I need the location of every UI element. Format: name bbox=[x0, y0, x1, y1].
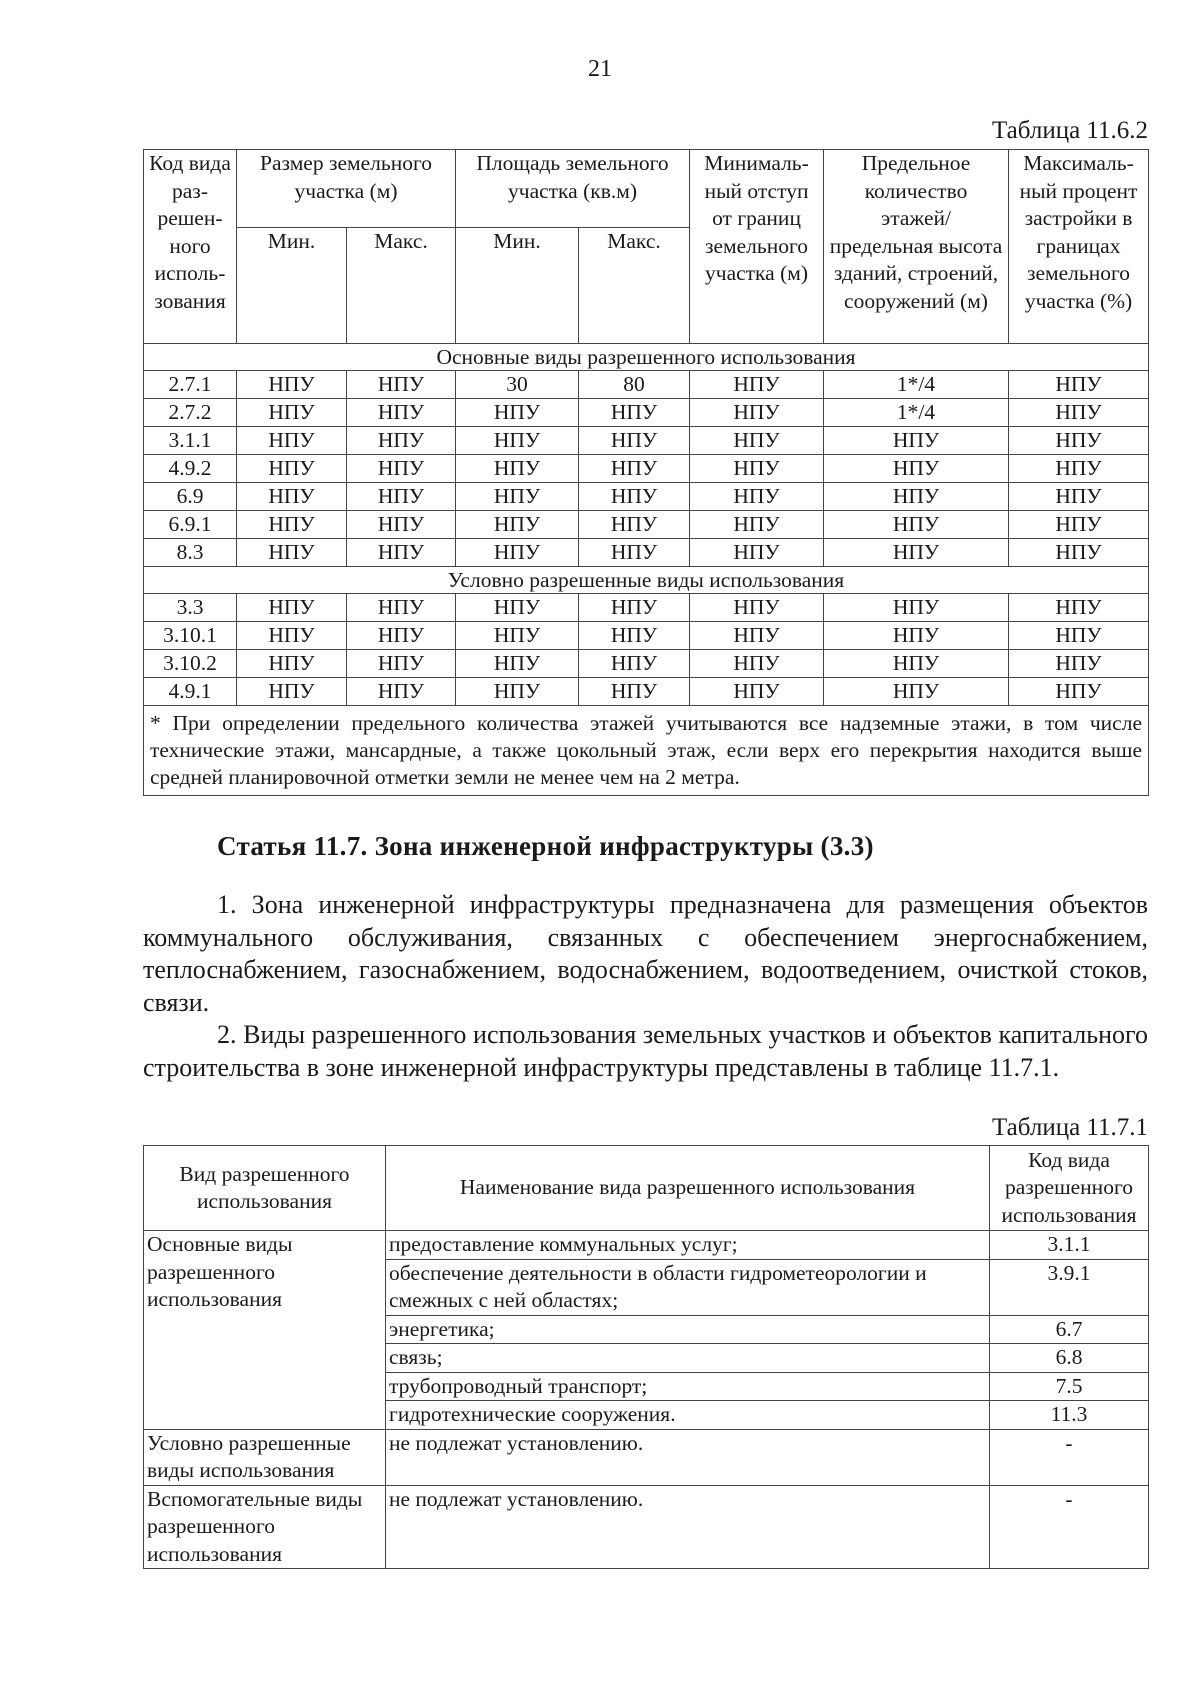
table-row bbox=[144, 511, 1149, 539]
section-conditional-title: Условно разрешенные виды использования bbox=[144, 567, 1149, 594]
value-cell: НПУ bbox=[347, 483, 456, 511]
use-code: 11.3 bbox=[990, 1401, 1149, 1430]
table-row bbox=[144, 594, 1149, 622]
use-code-cell: 3.10.1 bbox=[144, 622, 237, 650]
value-cell: НПУ bbox=[347, 427, 456, 455]
value-cell: НПУ bbox=[824, 427, 1009, 455]
table-row bbox=[144, 455, 1149, 483]
table-row bbox=[144, 371, 1149, 399]
value-cell: НПУ bbox=[1009, 539, 1149, 567]
value-cell: НПУ bbox=[824, 594, 1009, 622]
use-name: связь; bbox=[386, 1344, 990, 1373]
header-type: Вид разрешенного использования bbox=[144, 1146, 386, 1231]
table-row bbox=[144, 427, 1149, 455]
use-name: не подлежат установлению. bbox=[386, 1485, 990, 1569]
header-area-max: Макс. bbox=[579, 228, 690, 344]
use-code: 6.7 bbox=[990, 1315, 1149, 1344]
table-row bbox=[144, 622, 1149, 650]
value-cell: НПУ bbox=[347, 594, 456, 622]
value-cell: НПУ bbox=[1009, 399, 1149, 427]
value-cell: НПУ bbox=[237, 483, 347, 511]
value-cell: НПУ bbox=[690, 483, 824, 511]
use-name: трубопроводный транспорт; bbox=[386, 1372, 990, 1401]
table-row bbox=[144, 399, 1149, 427]
value-cell: НПУ bbox=[237, 678, 347, 706]
use-code: - bbox=[990, 1429, 1149, 1485]
value-cell: НПУ bbox=[456, 678, 579, 706]
value-cell: НПУ bbox=[1009, 483, 1149, 511]
header-coverage: Максимальный процент застройки в границах земельного участка (%) bbox=[1009, 150, 1149, 344]
value-cell: НПУ bbox=[824, 511, 1009, 539]
table-row bbox=[144, 678, 1149, 706]
value-cell: НПУ bbox=[347, 511, 456, 539]
value-cell: НПУ bbox=[690, 678, 824, 706]
use-code-cell: 3.1.1 bbox=[144, 427, 237, 455]
use-name: обеспечение деятельности в области гидрометеорологии и смежных с ней областях; bbox=[386, 1259, 990, 1315]
value-cell: НПУ bbox=[456, 399, 579, 427]
paragraph-1: 1. Зона инженерной инфраструктуры предназначена для размещения объектов коммунального обслуживания, связанных с обеспечением энергоснабжением, теплоснабжением, газоснабжением, водоснабжением, водоотведением, очисткой стоков, связи. bbox=[143, 890, 1148, 1017]
header-size: Размер земельного участка (м) bbox=[237, 150, 456, 228]
header-code: Код вида разрешенного использования bbox=[990, 1146, 1149, 1231]
value-cell: НПУ bbox=[1009, 511, 1149, 539]
value-cell: НПУ bbox=[690, 622, 824, 650]
use-code-cell: 3.10.2 bbox=[144, 650, 237, 678]
value-cell: НПУ bbox=[1009, 650, 1149, 678]
use-code-cell: 6.9.1 bbox=[144, 511, 237, 539]
value-cell: НПУ bbox=[1009, 455, 1149, 483]
value-cell: НПУ bbox=[1009, 622, 1149, 650]
use-code: 3.1.1 bbox=[990, 1231, 1149, 1260]
use-code: 3.9.1 bbox=[990, 1259, 1149, 1315]
value-cell: 1*/4 bbox=[824, 399, 1009, 427]
value-cell: НПУ bbox=[456, 511, 579, 539]
value-cell: НПУ bbox=[1009, 594, 1149, 622]
value-cell: НПУ bbox=[824, 455, 1009, 483]
header-name: Наименование вида разрешенного использования bbox=[386, 1146, 990, 1231]
use-code-cell: 8.3 bbox=[144, 539, 237, 567]
section-main-title: Основные виды разрешенного использования bbox=[144, 344, 1149, 371]
value-cell: НПУ bbox=[456, 483, 579, 511]
value-cell: НПУ bbox=[579, 455, 690, 483]
rows-conditional bbox=[144, 594, 1149, 706]
paragraph-2: 2. Виды разрешенного использования земельных участков и объектов капитального строительства в зоне инженерной инфраструктуры представлены в таблице 11.7.1. bbox=[143, 1020, 1148, 1082]
value-cell: НПУ bbox=[690, 427, 824, 455]
value-cell: 1*/4 bbox=[824, 371, 1009, 399]
use-code-cell: 3.3 bbox=[144, 594, 237, 622]
table-11-7-1 bbox=[143, 1145, 1149, 1569]
value-cell: НПУ bbox=[690, 539, 824, 567]
use-code-cell: 2.7.2 bbox=[144, 399, 237, 427]
value-cell: НПУ bbox=[237, 455, 347, 483]
rows-main bbox=[144, 371, 1149, 567]
value-cell: НПУ bbox=[579, 483, 690, 511]
value-cell: НПУ bbox=[347, 622, 456, 650]
value-cell: НПУ bbox=[579, 594, 690, 622]
table-row bbox=[144, 1231, 1149, 1260]
page-number: 21 bbox=[588, 56, 612, 82]
value-cell: НПУ bbox=[237, 511, 347, 539]
use-code-cell: 4.9.1 bbox=[144, 678, 237, 706]
value-cell: НПУ bbox=[1009, 678, 1149, 706]
conditional-label: Условно разрешенные виды использования bbox=[144, 1429, 386, 1485]
table-row bbox=[144, 539, 1149, 567]
table-row bbox=[144, 1485, 1149, 1569]
header-area: Площадь земельного участка (кв.м) bbox=[456, 150, 690, 228]
article-heading: Статья 11.7. Зона инженерной инфраструктуры (3.3) bbox=[217, 831, 874, 861]
use-name: гидротехнические сооружения. bbox=[386, 1401, 990, 1430]
value-cell: НПУ bbox=[579, 511, 690, 539]
use-code: - bbox=[990, 1485, 1149, 1569]
value-cell: НПУ bbox=[456, 594, 579, 622]
value-cell: НПУ bbox=[1009, 427, 1149, 455]
value-cell: 80 bbox=[579, 371, 690, 399]
value-cell: НПУ bbox=[456, 539, 579, 567]
value-cell: НПУ bbox=[824, 650, 1009, 678]
value-cell: НПУ bbox=[347, 539, 456, 567]
value-cell: 30 bbox=[456, 371, 579, 399]
value-cell: НПУ bbox=[456, 650, 579, 678]
table-row bbox=[144, 650, 1149, 678]
use-name: энергетика; bbox=[386, 1315, 990, 1344]
use-code: 6.8 bbox=[990, 1344, 1149, 1373]
value-cell: НПУ bbox=[824, 539, 1009, 567]
auxiliary-label: Вспомогательные виды разрешенного использования bbox=[144, 1485, 386, 1569]
value-cell: НПУ bbox=[237, 622, 347, 650]
value-cell: НПУ bbox=[824, 483, 1009, 511]
value-cell: НПУ bbox=[690, 371, 824, 399]
header-setback: Минимальный отступ от границ земельного участка (м) bbox=[690, 150, 824, 344]
value-cell: НПУ bbox=[690, 650, 824, 678]
header-area-min: Мин. bbox=[456, 228, 579, 344]
value-cell: НПУ bbox=[347, 455, 456, 483]
value-cell: НПУ bbox=[824, 622, 1009, 650]
use-code-cell: 2.7.1 bbox=[144, 371, 237, 399]
table-caption-11-7-1: Таблица 11.7.1 bbox=[992, 1114, 1148, 1141]
value-cell: НПУ bbox=[579, 622, 690, 650]
value-cell: НПУ bbox=[579, 650, 690, 678]
value-cell: НПУ bbox=[579, 539, 690, 567]
header-floors: Предельное количество этажей/ предельная высота зданий, строений, сооружений (м) bbox=[824, 150, 1009, 344]
table-row bbox=[144, 1429, 1149, 1485]
value-cell: НПУ bbox=[237, 594, 347, 622]
value-cell: НПУ bbox=[1009, 371, 1149, 399]
value-cell: НПУ bbox=[579, 399, 690, 427]
value-cell: НПУ bbox=[237, 399, 347, 427]
header-size-max: Макс. bbox=[347, 228, 456, 344]
value-cell: НПУ bbox=[579, 427, 690, 455]
use-code-cell: 4.9.2 bbox=[144, 455, 237, 483]
footnote: * При определении предельного количества этажей учитываются все надземные этажи, в том числе технические этажи, мансардные, а также цокольный этаж, если верх его перекрытия находится выше средней планировочной отметки земли не менее чем на 2 метра. bbox=[144, 706, 1149, 796]
value-cell: НПУ bbox=[690, 594, 824, 622]
use-code-cell: 6.9 bbox=[144, 483, 237, 511]
value-cell: НПУ bbox=[347, 399, 456, 427]
table-caption-11-6-2: Таблица 11.6.2 bbox=[992, 117, 1148, 144]
value-cell: НПУ bbox=[237, 650, 347, 678]
value-cell: НПУ bbox=[237, 539, 347, 567]
value-cell: НПУ bbox=[237, 371, 347, 399]
value-cell: НПУ bbox=[456, 455, 579, 483]
main-label: Основные виды разрешенного использования bbox=[144, 1231, 386, 1430]
use-name: предоставление коммунальных услуг; bbox=[386, 1231, 990, 1260]
value-cell: НПУ bbox=[456, 427, 579, 455]
table-11-6-2 bbox=[143, 149, 1149, 796]
value-cell: НПУ bbox=[237, 427, 347, 455]
value-cell: НПУ bbox=[456, 622, 579, 650]
table-row bbox=[144, 483, 1149, 511]
value-cell: НПУ bbox=[690, 511, 824, 539]
header-code: Код вида разрешенного использования bbox=[144, 150, 237, 344]
value-cell: НПУ bbox=[690, 455, 824, 483]
value-cell: НПУ bbox=[579, 678, 690, 706]
value-cell: НПУ bbox=[347, 650, 456, 678]
value-cell: НПУ bbox=[824, 678, 1009, 706]
value-cell: НПУ bbox=[690, 399, 824, 427]
use-code: 7.5 bbox=[990, 1372, 1149, 1401]
value-cell: НПУ bbox=[347, 678, 456, 706]
header-size-min: Мин. bbox=[237, 228, 347, 344]
value-cell: НПУ bbox=[347, 371, 456, 399]
use-name: не подлежат установлению. bbox=[386, 1429, 990, 1485]
